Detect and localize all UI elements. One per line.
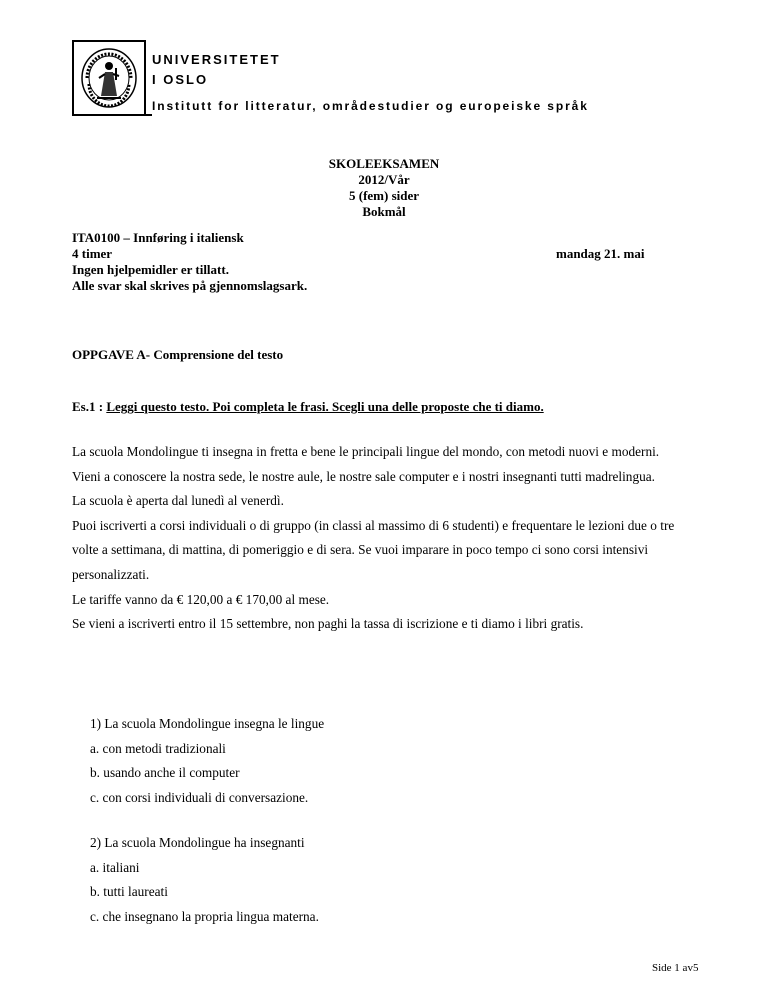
passage-paragraph: Puoi iscriverti a corsi individuali o di gruppo (in classi al massimo di 6 studenti) e frequentare le lezioni due o tre volte a settimana, di mattina, di pomeriggio e di sera. Se vuoi imparare in poco tempo ci sono corsi intensivi personalizzati. [72, 517, 675, 582]
header-rule-vertical [144, 40, 146, 116]
question-option: c. che insegnano la propria lingua materna. [90, 908, 319, 924]
university-logo [72, 40, 144, 116]
university-name [152, 50, 281, 90]
institute-name: Institutt for litteratur, områdestudier og europeiske språk [152, 99, 589, 113]
question-stem: 1) La scuola Mondolingue insegna le lingue [90, 716, 325, 731]
exam-language: Bokmål [362, 204, 406, 219]
exercise-label: Es.1 : [72, 399, 107, 414]
exam-term: 2012/Vår [358, 172, 410, 187]
passage-paragraph: La scuola Mondolingue ti insegna in fretta e bene le principali lingue del mondo, con metodi nuovi e moderni. [72, 444, 660, 459]
exam-title-block [0, 156, 768, 220]
question-2 [72, 831, 319, 929]
question-option: a. con metodi tradizionali [90, 740, 226, 756]
exercise-instruction: Leggi questo testo. Poi completa le frasi. Scegli una delle proposte che ti diamo. [106, 399, 544, 414]
course-title: ITA0100 – Innføring i italiensk [72, 230, 244, 245]
exam-date: mandag 21. mai [556, 246, 645, 261]
passage-paragraph: Le tariffe vanno da € 120,00 a € 170,00 al mese. [72, 591, 330, 607]
question-option: b. tutti laureati [90, 884, 168, 900]
exam-aids: Ingen hjelpemidler er tillatt. [72, 262, 229, 277]
answer-instructions: Alle svar skal skrives på gjennomslagsark. [72, 278, 308, 293]
reading-passage [72, 440, 700, 637]
university-name-line1: UNIVERSITETET [152, 52, 281, 67]
university-name-line2: I OSLO [152, 72, 209, 87]
exam-pages: 5 (fem) sider [348, 188, 420, 203]
question-stem: 2) La scuola Mondolingue ha insegnanti [90, 835, 305, 850]
exam-duration: 4 timer [72, 246, 113, 261]
exam-meta [72, 230, 307, 294]
exercise-heading [72, 399, 544, 415]
question-option: c. con corsi individuali di conversazione. [90, 789, 309, 805]
header-rule-horizontal [72, 114, 152, 116]
question-option: b. usando anche il computer [90, 765, 240, 781]
question-option: a. italiani [90, 859, 140, 875]
passage-paragraph: La scuola è aperta dal lunedì al venerdì. [72, 493, 284, 509]
passage-paragraph: Vieni a conoscere la nostra sede, le nostre aule, le nostre sale computer e i nostri insegnanti tutti madrelingua. [72, 468, 655, 484]
question-1 [72, 712, 324, 810]
section-heading: OPPGAVE A- Comprensione del testo [72, 347, 284, 362]
passage-paragraph: Se vieni a iscriverti entro il 15 settembre, non paghi la tassa di iscrizione e ti diamo i libri gratis. [72, 616, 584, 632]
exam-type: SKOLEEKSAMEN [328, 156, 440, 171]
page-number: Side 1 av5 [652, 962, 699, 974]
university-seal-icon [79, 46, 139, 110]
